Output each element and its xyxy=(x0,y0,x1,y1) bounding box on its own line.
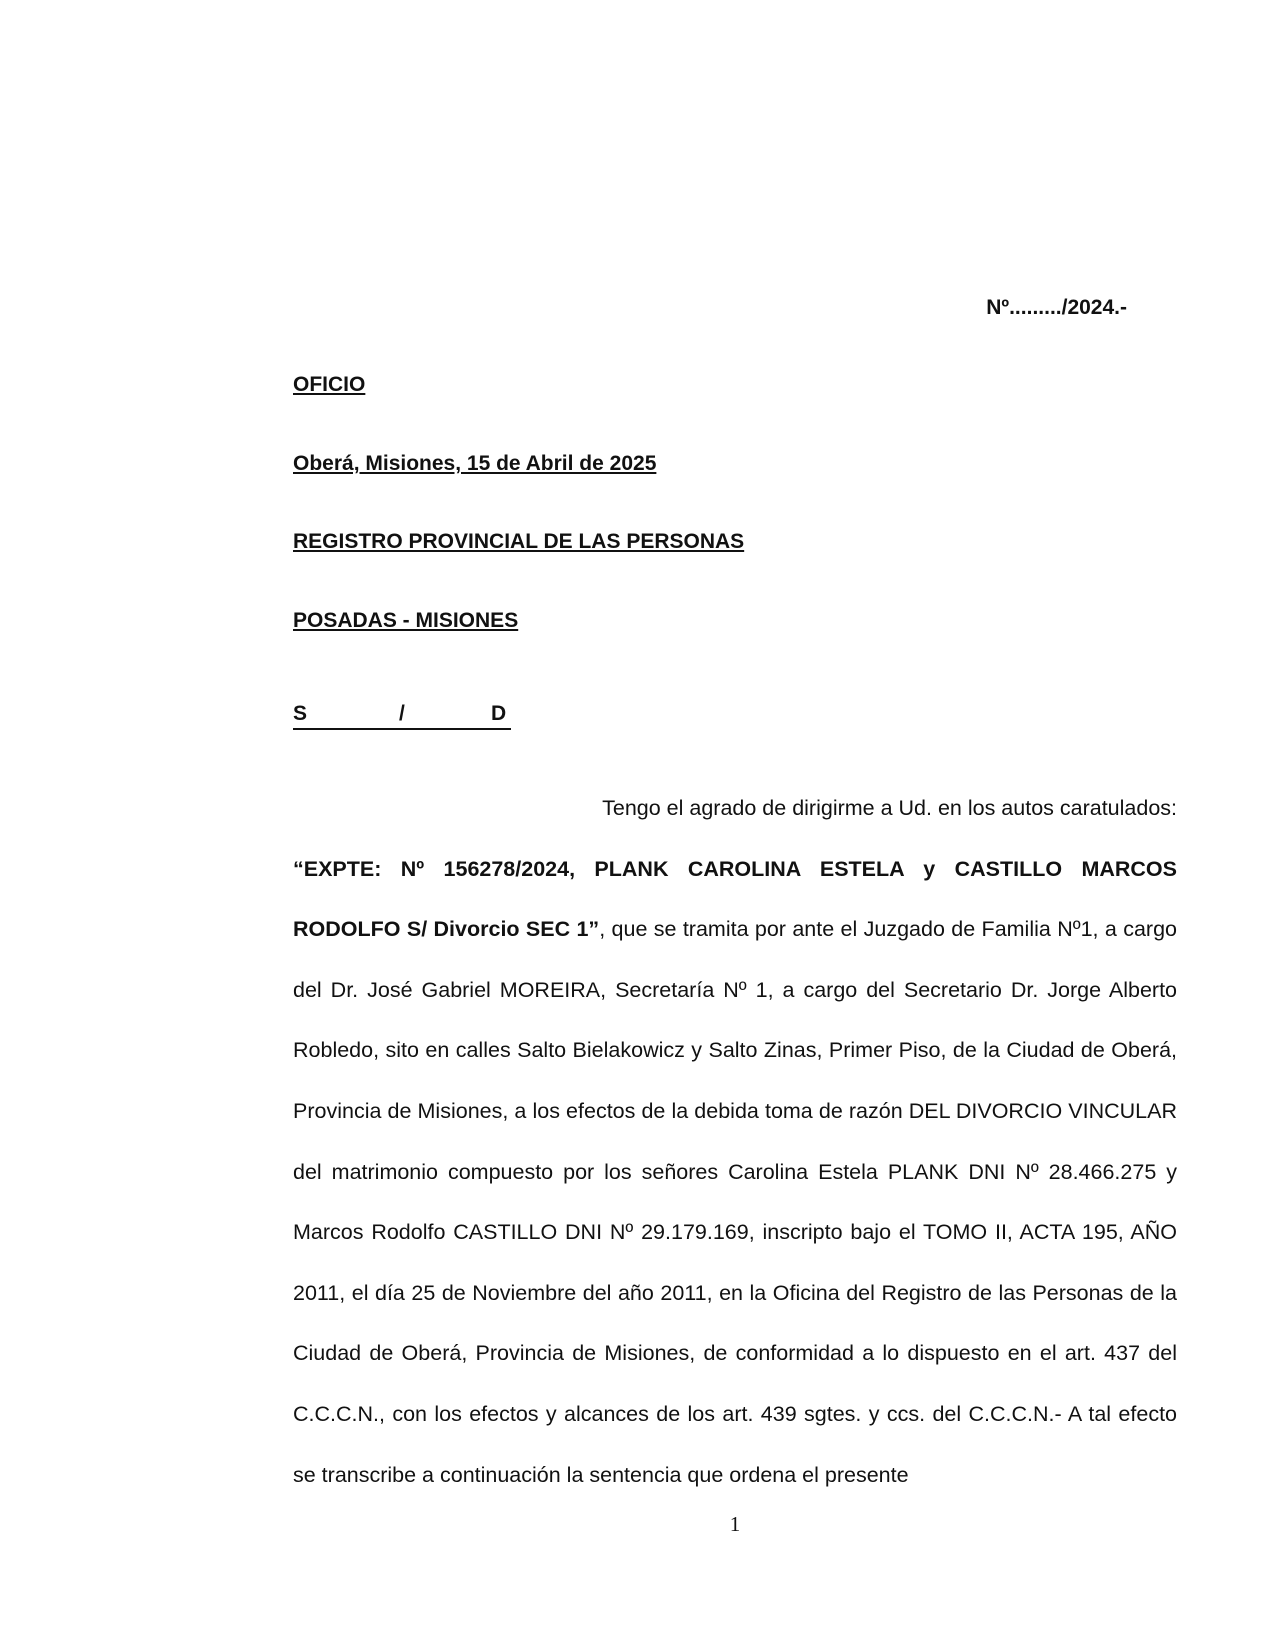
body-intro: Tengo el agrado de dirigirme a Ud. en los autos caratulados: xyxy=(602,796,1177,820)
document-type-heading: OFICIO xyxy=(293,373,366,396)
recipient-name: REGISTRO PROVINCIAL DE LAS PERSONAS xyxy=(293,530,745,553)
salutation-d: D xyxy=(491,702,507,725)
recipient-location: POSADAS - MISIONES xyxy=(293,609,519,632)
body-paragraph xyxy=(293,778,1177,1505)
oficio-number: Nº........./2024.- xyxy=(986,296,1127,319)
salutation-sd xyxy=(293,702,511,730)
salutation-s: S xyxy=(293,702,308,725)
salutation-slash: / xyxy=(399,702,405,725)
page-number: 1 xyxy=(729,1512,741,1536)
body-text: , que se tramita por ante el Juzgado de Familia Nº1, a cargo del Dr. José Gabriel MOREIRA, Secretaría Nº 1, a cargo del Secretario Dr. Jorge Alberto Robledo, sito en calles Salto Bielakowicz y Salto Zinas, Primer Piso, de la Ciudad de Oberá, Provincia de Misiones, a los efectos de la debida toma de razón DEL DIVORCIO VINCULAR del matrimonio compuesto por los señores Carolina Estela PLANK DNI Nº 28.466.275 y Marcos Rodolfo CASTILLO DNI Nº 29.179.169, inscripto bajo el TOMO II, ACTA 195, AÑO 2011, el día 25 de Noviembre del año 2011, en la Oficina del Registro de las Personas de la Ciudad de Oberá, Provincia de Misiones, de conformidad a lo dispuesto en el art. 437 del C.C.C.N., con los efectos y alcances de los art. 439 sgtes. y ccs. del C.C.C.N.- A tal efecto se transcribe a continuación la sentencia que ordena el presente xyxy=(293,917,1177,1487)
place-date: Oberá, Misiones, 15 de Abril de 2025 xyxy=(293,452,657,475)
case-title: “EXPTE: Nº 156278/2024, PLANK CAROLINA ESTELA y CASTILLO MARCOS RODOLFO S/ Divorcio SEC 1” xyxy=(293,856,1177,942)
